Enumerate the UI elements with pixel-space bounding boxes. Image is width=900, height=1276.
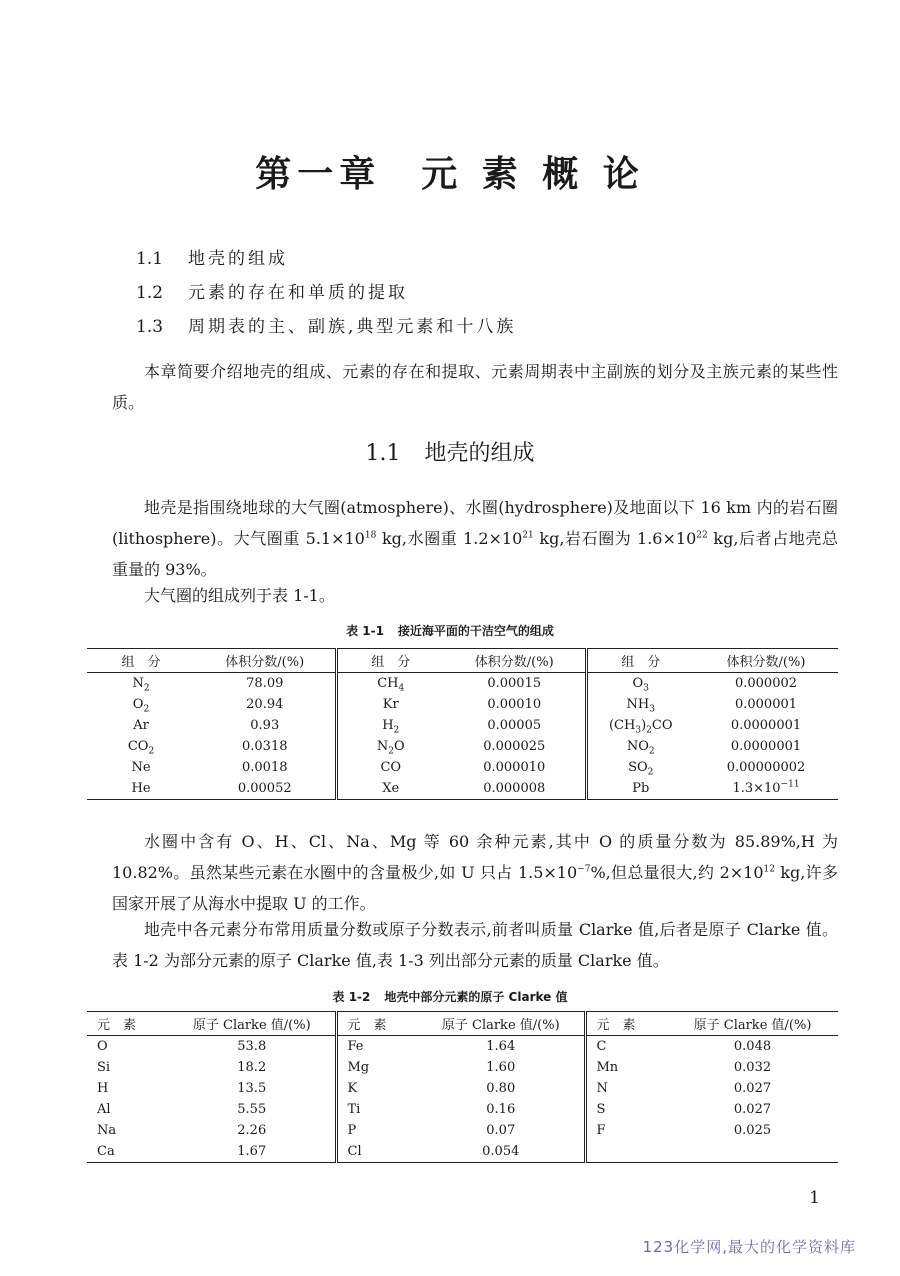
table-row: $O_2$ 20.94 Kr 0.00010 $NH_3$ 0.000001 — [87, 694, 838, 715]
paragraph-clarke: 地壳中各元素分布常用质量分数或原子分数表示,前者叫质量 Clarke 值,后者是原子 Clarke 值。表 1-2 为部分元素的原子 Clarke 值,表 1-3 列出部分元素的质量 Clarke 值。 — [112, 920, 838, 970]
table-row: $CO_2$ 0.0318 $N_2O$ 0.000025 $NO_2$ 0.0000001 — [87, 736, 838, 757]
table-row: Al 5.55 Ti 0.16 S 0.027 — [87, 1099, 838, 1120]
intro-paragraph: 本章简要介绍地壳的组成、元素的存在和提取、元素周期表中主副族的划分及主族元素的某些性质。 — [112, 362, 838, 412]
table-row: Ca 1.67 Cl 0.054 — [87, 1141, 838, 1163]
chapter-title — [0, 146, 900, 197]
table-row: O 53.8 Fe 1.64 C 0.048 — [87, 1036, 838, 1058]
watermark-text: 123化学网,最大的化学资料库 — [642, 1238, 856, 1256]
section-heading — [0, 436, 900, 467]
table-row: Si 18.2 Mg 1.60 Mn 0.032 — [87, 1057, 838, 1078]
table-row: $N_2$ 78.09 $CH_4$ 0.00015 $O_3$ 0.000002 — [87, 673, 838, 695]
table-row: H 13.5 K 0.80 N 0.027 — [87, 1078, 838, 1099]
section-number: 1.1 — [365, 441, 401, 466]
page-number: 1 — [809, 1188, 820, 1208]
table-row: Ne 0.0018 CO 0.000010 $SO_2$ 0.00000002 — [87, 757, 838, 778]
table-header-row: 组 分 体积分数/(%) 组 分 体积分数/(%) 组 分 体积分数/(%) — [87, 649, 838, 673]
paragraph-hydrosphere: 水圈中含有 O、H、Cl、Na、Mg 等 60 余种元素,其中 O 的质量分数为 85.89%,H 为 10.82%。虽然某些元素在水圈中的含量极少,如 U 只占 $1.5\times 10^{-7}\%$,但总量很大,约 $2\times 10^{12}$ kg,许多国家开展了从海水中提取 U 的工作。 — [112, 832, 838, 913]
paragraph-crust-definition: 地壳是指围绕地球的大气圈(atmosphere)、水圈(hydrosphere)及地面以下 16 km 内的岩石圈(lithosphere)。大气圈重 $5.1\times 10^{18}$ kg,水圈重 $1.2\times 10^{21}$ kg,岩石圈为 $1.6\times 10^{22}$ kg,后者占地壳总重量的 93%。 — [112, 498, 838, 579]
chapter-number: 第一章 — [255, 154, 382, 195]
section-title: 地壳的组成 — [424, 441, 535, 466]
table-air-composition — [87, 648, 838, 800]
outline-item: 1.3 周期表的主、副族,典型元素和十八族 — [136, 317, 517, 337]
section-outline — [136, 242, 516, 344]
table-row: He 0.00052 Xe 0.000008 Pb $1.3\times 10^{-11}$ — [87, 778, 838, 800]
outline-item: 1.2 元素的存在和单质的提取 — [136, 283, 408, 303]
chapter-name: 元 素 概 论 — [421, 154, 645, 195]
table-row: Na 2.26 P 0.07 F 0.025 — [87, 1120, 838, 1141]
table-1-1-caption: 表 1-1 接近海平面的干洁空气的组成 — [346, 624, 554, 638]
table-1-2-caption: 表 1-2 地壳中部分元素的原子 Clarke 值 — [332, 990, 568, 1004]
table-row: Ar 0.93 $H_2$ 0.00005 $(CH_3)_2CO$ 0.0000001 — [87, 715, 838, 736]
table-header-row: 元 素 原子 Clarke 值/(%) 元 素 原子 Clarke 值/(%) 元 素 原子 Clarke 值/(%) — [87, 1012, 838, 1036]
table-clarke-values — [87, 1011, 838, 1163]
paragraph-table-ref: 大气圈的组成列于表 1-1。 — [144, 586, 335, 605]
outline-item: 1.1 地壳的组成 — [136, 249, 288, 269]
